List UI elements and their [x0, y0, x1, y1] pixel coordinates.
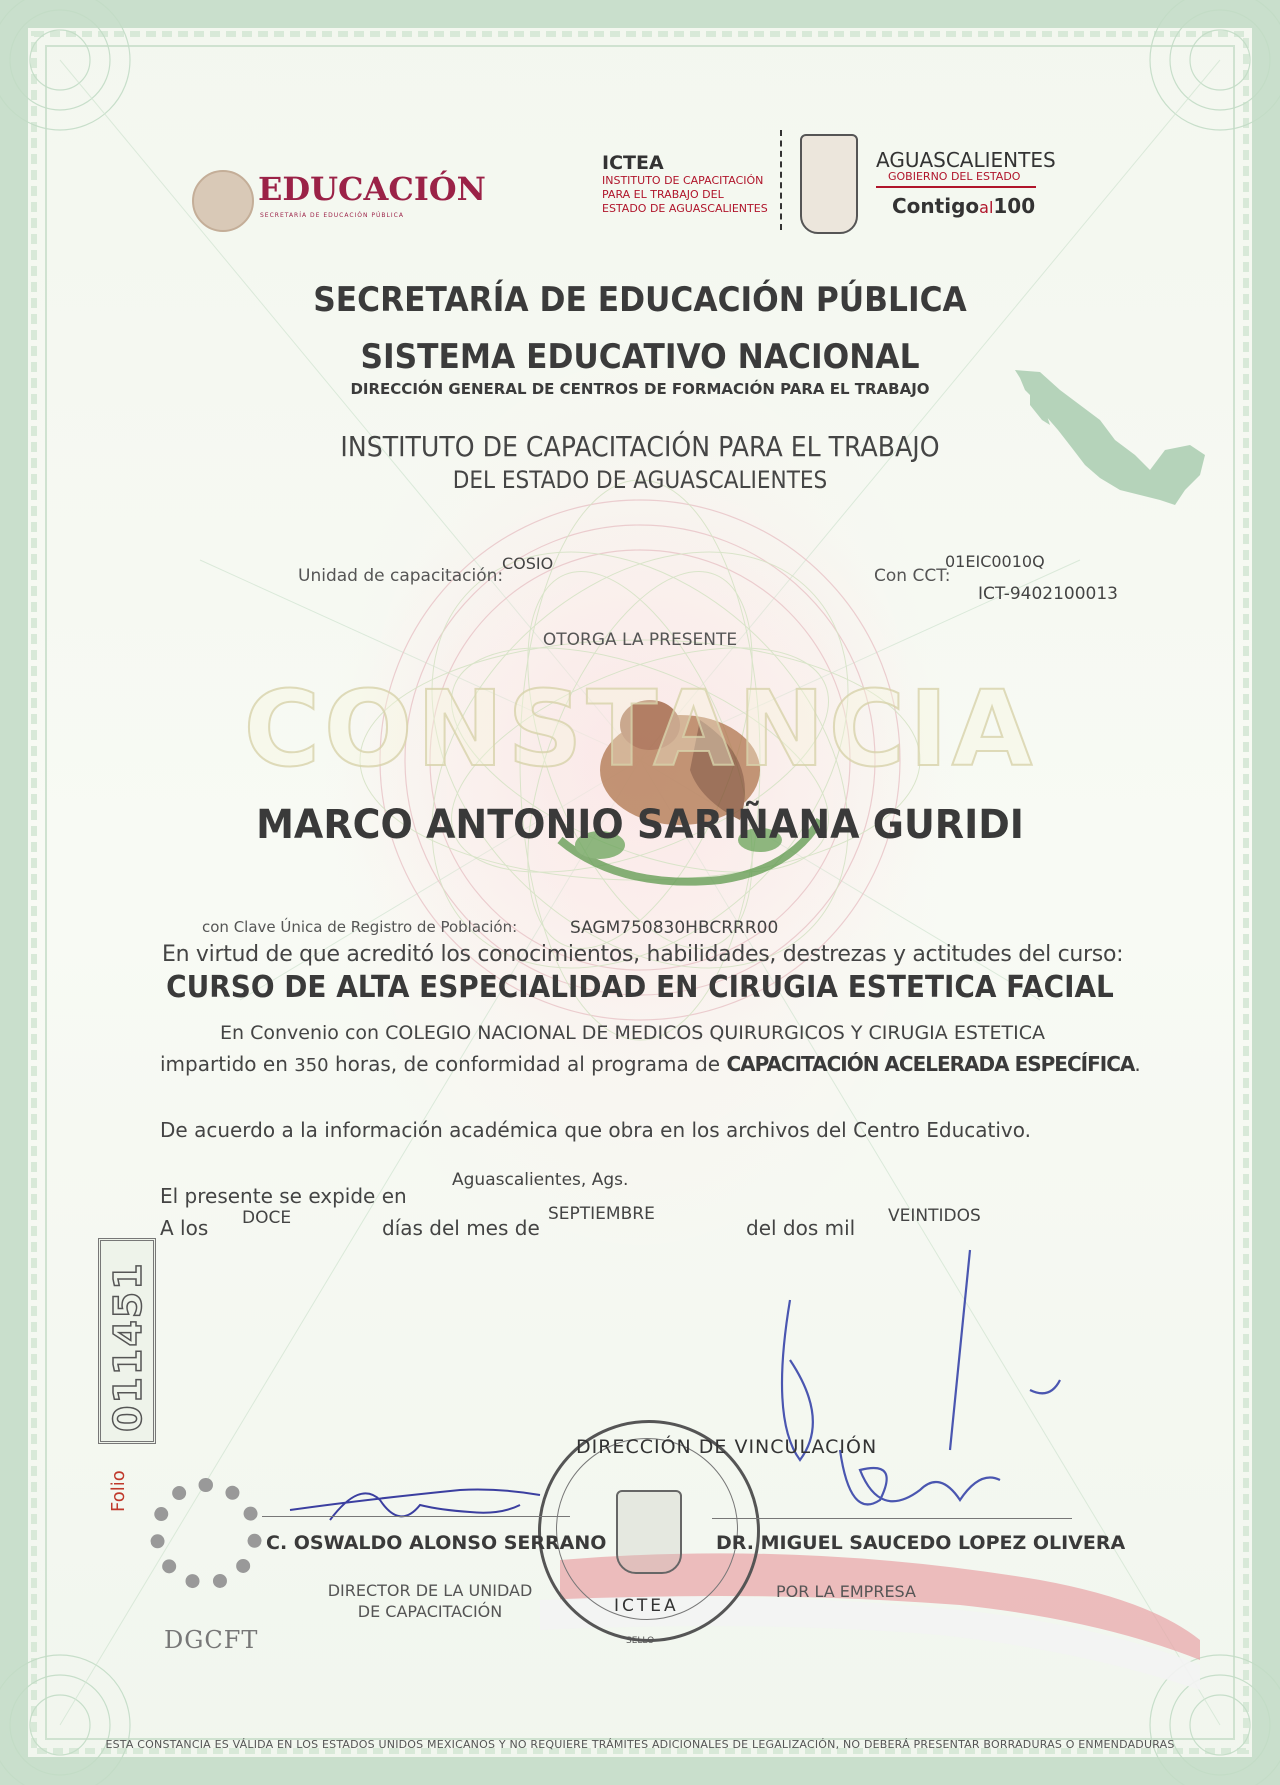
signer-left-name: C. OSWALDO ALONSO SERRANO	[266, 1532, 607, 1554]
hours-line: impartido en 350 horas, de conformidad al programa de CAPACITACIÓN ACELERADA ESPECÍFICA.	[160, 1052, 1141, 1076]
signer-right-title: POR LA EMPRESA	[776, 1582, 916, 1601]
issue-place: Aguascalientes, Ags.	[452, 1170, 629, 1190]
curp-label: con Clave Única de Registro de Población:	[202, 918, 518, 936]
agreement-value: COLEGIO NACIONAL DE MEDICOS QUIRURGICOS Y CIRUGIA ESTETICA	[385, 1022, 1045, 1044]
sep-logo-text: EDUCACIÓN	[258, 170, 486, 208]
state-slogan: Contigoal100	[892, 194, 1036, 218]
seal-bottom-text: ICTEA	[614, 1596, 679, 1616]
folio-number: 011451	[106, 1261, 150, 1432]
issue-year-label: del dos mil	[746, 1216, 856, 1240]
cct-value: 01EIC0010Q	[945, 552, 1045, 571]
sep-logo-sub: SECRETARÍA DE EDUCACIÓN PÚBLICA	[260, 212, 404, 219]
title-sen: SISTEMA EDUCATIVO NACIONAL	[360, 337, 920, 377]
legal-footer: ESTA CONSTANCIA ES VÁLIDA EN LOS ESTADOS UNIDOS MEXICANOS Y NO REQUIERE TRÁMITES ADICIONALES DE LEGALIZACIÓN, NO DEBERÁ PRESENTAR BORRADURAS O ENMENDADURAS	[105, 1738, 1175, 1751]
folio-label: Folio	[108, 1470, 129, 1512]
unit-value: COSIO	[502, 554, 554, 573]
seal-shield-icon	[616, 1490, 682, 1574]
state-sub: GOBIERNO DEL ESTADO	[888, 170, 1021, 183]
seal-top-text: DIRECCIÓN DE VINCULACIÓN	[576, 1436, 878, 1458]
grants-text: OTORGA LA PRESENTE	[542, 630, 738, 650]
title-sep: SECRETARÍA DE EDUCACIÓN PÚBLICA	[313, 280, 967, 320]
recipient-name: MARCO ANTONIO SARIÑANA GURIDI	[256, 802, 1024, 848]
issue-day-label: A los	[160, 1216, 209, 1240]
cct-label: Con CCT:	[874, 566, 951, 586]
hours-value: 350	[294, 1055, 329, 1076]
ict-code: ICT-9402100013	[978, 584, 1119, 604]
title-dgcft: DIRECCIÓN GENERAL DE CENTROS DE FORMACIÓN PARA EL TRABAJO	[350, 380, 930, 398]
signature-left-line	[262, 1516, 570, 1517]
title-institute: INSTITUTO DE CAPACITACIÓN PARA EL TRABAJO	[340, 430, 940, 463]
issue-month-label: días del mes de	[382, 1216, 540, 1240]
document-title: CONSTANCIA	[243, 668, 1037, 790]
title-state: DEL ESTADO DE AGUASCALIENTES	[452, 466, 828, 494]
program-name: CAPACITACIÓN ACELERADA ESPECÍFICA	[726, 1052, 1135, 1076]
dgcft-text: DGCFT	[164, 1626, 259, 1654]
signature-right-icon	[782, 1250, 1060, 1504]
signer-right-name: DR. MIGUEL SAUCEDO LOPEZ OLIVERA	[716, 1532, 1126, 1554]
merit-text: En virtud de que acreditó los conocimientos, habilidades, destrezas y actitudes del curso:	[162, 942, 1124, 967]
issue-day: DOCE	[242, 1208, 292, 1228]
issue-year: VEINTIDOS	[888, 1206, 981, 1226]
signer-left-title: DIRECTOR DE LA UNIDAD DE CAPACITACIÓN	[327, 1581, 533, 1621]
ictea-lines: INSTITUTO DE CAPACITACIÓN PARA EL TRABAJO DEL ESTADO DE AGUASCALIENTES	[602, 174, 768, 215]
seal-label: SELLO	[626, 1636, 655, 1646]
course-title: CURSO DE ALTA ESPECIALIDAD EN CIRUGIA ESTETICA FACIAL	[166, 970, 1114, 1005]
agreement-line: En Convenio con COLEGIO NACIONAL DE MEDICOS QUIRURGICOS Y CIRUGIA ESTETICA	[220, 1022, 1045, 1044]
issue-month: SEPTIEMBRE	[548, 1204, 655, 1224]
state-name: AGUASCALIENTES	[876, 148, 1056, 172]
issue-expide-label: El presente se expide en	[160, 1184, 407, 1208]
records-text: De acuerdo a la información académica que obra en los archivos del Centro Educativo.	[160, 1118, 1031, 1142]
unit-label: Unidad de capacitación:	[298, 566, 504, 586]
curp-value: SAGM750830HBCRRR00	[570, 918, 779, 938]
ictea-name: ICTEA	[602, 152, 664, 174]
signature-right-line	[712, 1518, 1072, 1519]
dgcft-gear-icon	[150, 1478, 262, 1590]
